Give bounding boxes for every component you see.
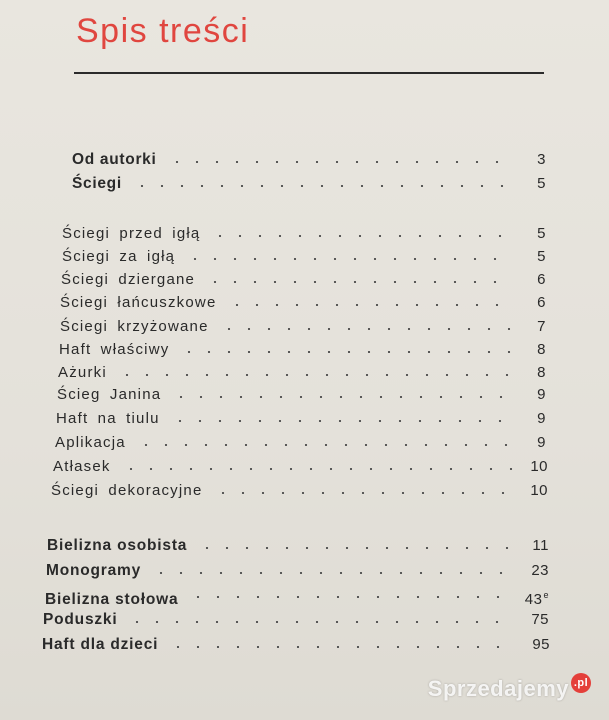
toc-row	[59, 339, 546, 361]
toc-label: Ściegi dekoracyjne	[51, 482, 203, 499]
toc-page-number: 3	[537, 151, 546, 168]
toc-page-number: 75	[531, 611, 549, 628]
toc-label: Haft na tiulu	[56, 410, 160, 427]
toc-leader	[223, 304, 513, 306]
toc-leader	[206, 235, 512, 237]
title-rule	[74, 72, 544, 74]
toc-label: Ścieg Janina	[57, 386, 162, 403]
toc-label: Bielizna stołowa	[45, 591, 179, 608]
toc-label: Ściegi	[72, 175, 122, 192]
page-title: Spis treści	[76, 12, 250, 50]
toc-leader	[181, 258, 512, 260]
toc-leader	[167, 396, 512, 398]
toc-leader	[128, 185, 512, 187]
toc-leader	[164, 646, 516, 648]
toc-label: Atłasek	[53, 458, 111, 475]
toc-row	[57, 384, 546, 406]
toc-page-number	[521, 584, 549, 611]
toc-page-number: 9	[537, 410, 546, 427]
toc-row	[62, 246, 546, 268]
toc-label: Bielizna osobista	[47, 537, 188, 554]
toc-page-number: 95	[532, 636, 550, 653]
toc-row	[62, 223, 546, 245]
toc-page-number: 9	[537, 434, 546, 451]
toc-page-value: 43	[524, 591, 543, 608]
toc-page-number: 5	[537, 248, 546, 265]
toc-leader	[117, 468, 514, 470]
toc-row	[47, 535, 549, 557]
toc-leader	[147, 572, 515, 574]
toc-leader	[215, 328, 512, 330]
toc-row	[53, 456, 548, 478]
toc-row	[55, 432, 546, 454]
toc-label: Poduszki	[43, 611, 118, 628]
toc-page-number: 11	[532, 537, 549, 554]
toc-label: Ściegi krzyżowane	[60, 318, 209, 335]
toc-label: Ściegi dziergane	[61, 271, 196, 288]
toc-row	[61, 269, 546, 291]
toc-page-number: 23	[531, 562, 549, 579]
toc-page-number: 9	[537, 386, 546, 403]
toc-page-mark: e	[543, 590, 549, 600]
toc-row	[42, 634, 550, 656]
toc-row	[58, 362, 546, 384]
toc-row	[46, 560, 549, 582]
toc-row	[51, 480, 548, 502]
toc-row	[45, 584, 549, 606]
toc-row	[43, 609, 549, 631]
toc-page-number: 6	[537, 294, 546, 311]
toc-label: Ściegi za igłą	[62, 248, 176, 265]
toc-label: Haft dla dzieci	[42, 636, 159, 653]
watermark-logo	[428, 673, 591, 702]
toc-leader	[209, 492, 514, 494]
toc-row	[60, 292, 546, 314]
toc-leader	[184, 596, 515, 598]
toc-label: Ściegi przed igłą	[62, 225, 201, 242]
watermark-text: Sprzedajemy	[427, 676, 569, 701]
toc-label: Ściegi łańcuszkowe	[60, 294, 217, 311]
toc-leader	[123, 621, 515, 623]
toc-leader	[166, 420, 512, 422]
toc-leader	[113, 374, 512, 376]
watermark-badge: .pl	[571, 673, 591, 693]
toc-label: Ażurki	[58, 364, 107, 381]
toc-page-number: 5	[537, 175, 546, 192]
toc-page-number: 6	[537, 271, 546, 288]
toc-page-number: 10	[530, 482, 548, 499]
toc-page-number: 8	[537, 341, 546, 358]
toc-page-number: 7	[537, 318, 546, 335]
toc-page-number: 5	[537, 225, 546, 242]
toc-page-number: 10	[530, 458, 548, 475]
toc-row	[72, 149, 546, 171]
toc-label: Aplikacja	[55, 434, 126, 451]
toc-page-number: 8	[537, 364, 546, 381]
toc-row	[56, 408, 546, 430]
toc-label: Monogramy	[46, 562, 142, 579]
toc-leader	[201, 281, 512, 283]
toc-row	[60, 316, 546, 338]
toc-leader	[132, 444, 512, 446]
toc-label: Haft właściwy	[59, 341, 170, 358]
toc-leader	[193, 547, 515, 549]
toc-leader	[163, 161, 512, 163]
toc-row	[72, 173, 546, 195]
toc-label: Od autorki	[72, 151, 157, 168]
toc-leader	[175, 351, 512, 353]
